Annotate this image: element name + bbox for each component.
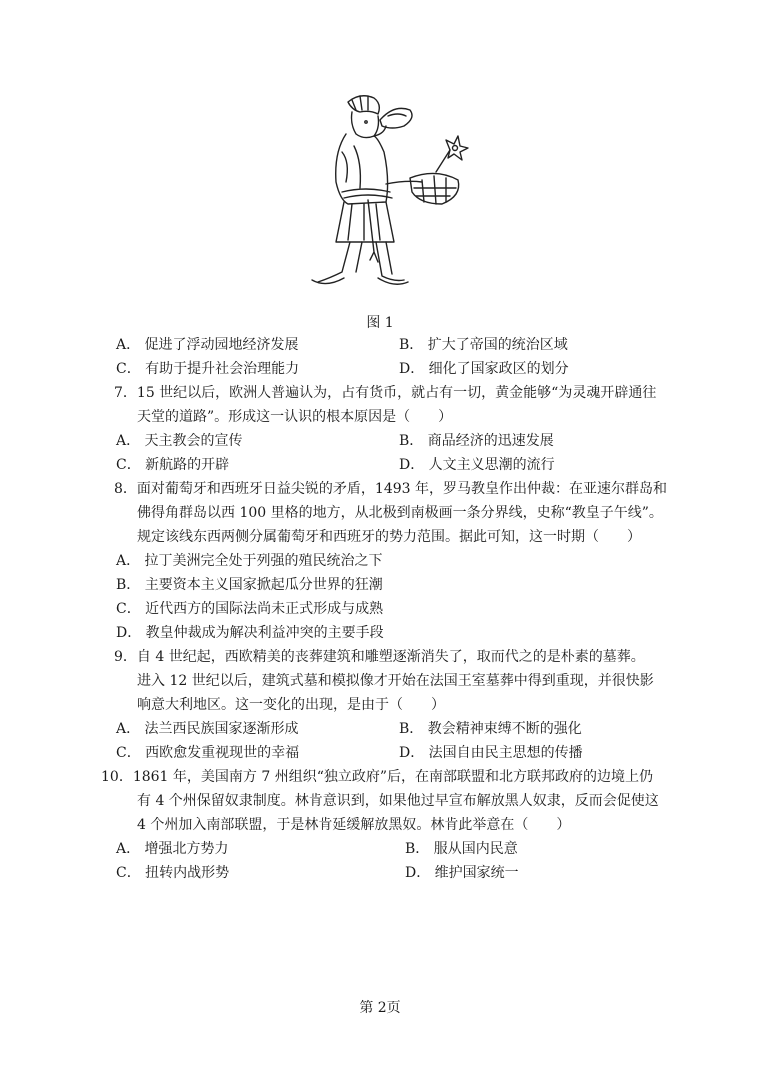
q10-option-b: B． 服从国内民意 [405, 841, 518, 857]
q7-option-a: A． 天主教会的宣传 [116, 433, 243, 449]
figure-caption: 图 1 [366, 315, 394, 331]
q10-text-line-3: 4 个州加入南部联盟，于是林肯延缓解放黑奴。林肯此举意在（ ） [137, 817, 571, 833]
q8-option-b: B． 主要资本主义国家掀起瓜分世界的狂潮 [116, 577, 383, 593]
q9-text-line-1: 9．自 4 世纪起，西欧精美的丧葬建筑和雕塑逐渐消失了，取而代之的是朴素的墓葬。 [114, 649, 645, 665]
q10-option-d: D． 维护国家统一 [405, 865, 519, 881]
page-number: 第 2页 [359, 1000, 401, 1016]
q9-option-d: D． 法国自由民主思想的传播 [399, 745, 583, 761]
q9-option-b: B． 教会精神束缚不断的强化 [399, 721, 582, 737]
q10-option-c: C． 扭转内战形势 [116, 865, 230, 881]
aztec-warrior-illustration [290, 92, 490, 302]
q6-option-c: C． 有助于提升社会治理能力 [116, 361, 300, 377]
q8-text-line-2: 佛得角群岛以西 100 里格的地方，从北极到南极画一条分界线，史称“教皇子午线”。 [137, 505, 663, 521]
q8-text-line-1: 8．面对葡萄牙和西班牙日益尖锐的矛盾，1493 年，罗马教皇作出仲裁：在亚速尔群岛和 [114, 481, 667, 497]
q8-option-a: A． 拉丁美洲完全处于列强的殖民统治之下 [116, 553, 383, 569]
q8-option-c: C． 近代西方的国际法尚未正式形成与成熟 [116, 601, 384, 617]
figure-illustration [290, 92, 490, 302]
q9-text-line-2: 进入 12 世纪以后，建筑式墓和模拟像才开始在法国王室墓葬中得到重现，并很快影 [137, 673, 654, 689]
q7-option-c: C． 新航路的开辟 [116, 457, 230, 473]
q7-text-line-1: 7．15 世纪以后，欧洲人普遍认为，占有货币，就占有一切，黄金能够“为灵魂开辟通往 [114, 385, 657, 401]
q6-option-b: B． 扩大了帝国的统治区域 [399, 337, 568, 353]
q8-option-d: D． 教皇仲裁成为解决利益冲突的主要手段 [116, 625, 384, 641]
q8-text-line-3: 规定该线东西两侧分属葡萄牙和西班牙的势力范围。据此可知，这一时期（ ） [137, 529, 641, 545]
q9-option-a: A． 法兰西民族国家逐渐形成 [116, 721, 299, 737]
q10-option-a: A． 增强北方势力 [116, 841, 229, 857]
q7-option-d: D． 人文主义思潮的流行 [399, 457, 555, 473]
q7-text-line-2: 天堂的道路”。形成这一认识的根本原因是（ ） [137, 409, 453, 425]
q9-option-c: C． 西欧愈发重视现世的幸福 [116, 745, 300, 761]
q9-text-line-3: 响意大利地区。这一变化的出现，是由于（ ） [137, 697, 445, 713]
q10-text-line-2: 有 4 个州保留奴隶制度。林肯意识到，如果他过早宣布解放黑人奴隶，反而会促使这 [137, 793, 659, 809]
q6-option-a: A． 促进了浮动园地经济发展 [116, 337, 299, 353]
q10-text-line-1: 10．1861 年，美国南方 7 州组织“独立政府”后，在南部联盟和北方联邦政府的边境上仍 [101, 769, 654, 785]
q6-option-d: D． 细化了国家政区的划分 [399, 361, 569, 377]
q7-option-b: B． 商品经济的迅速发展 [399, 433, 554, 449]
